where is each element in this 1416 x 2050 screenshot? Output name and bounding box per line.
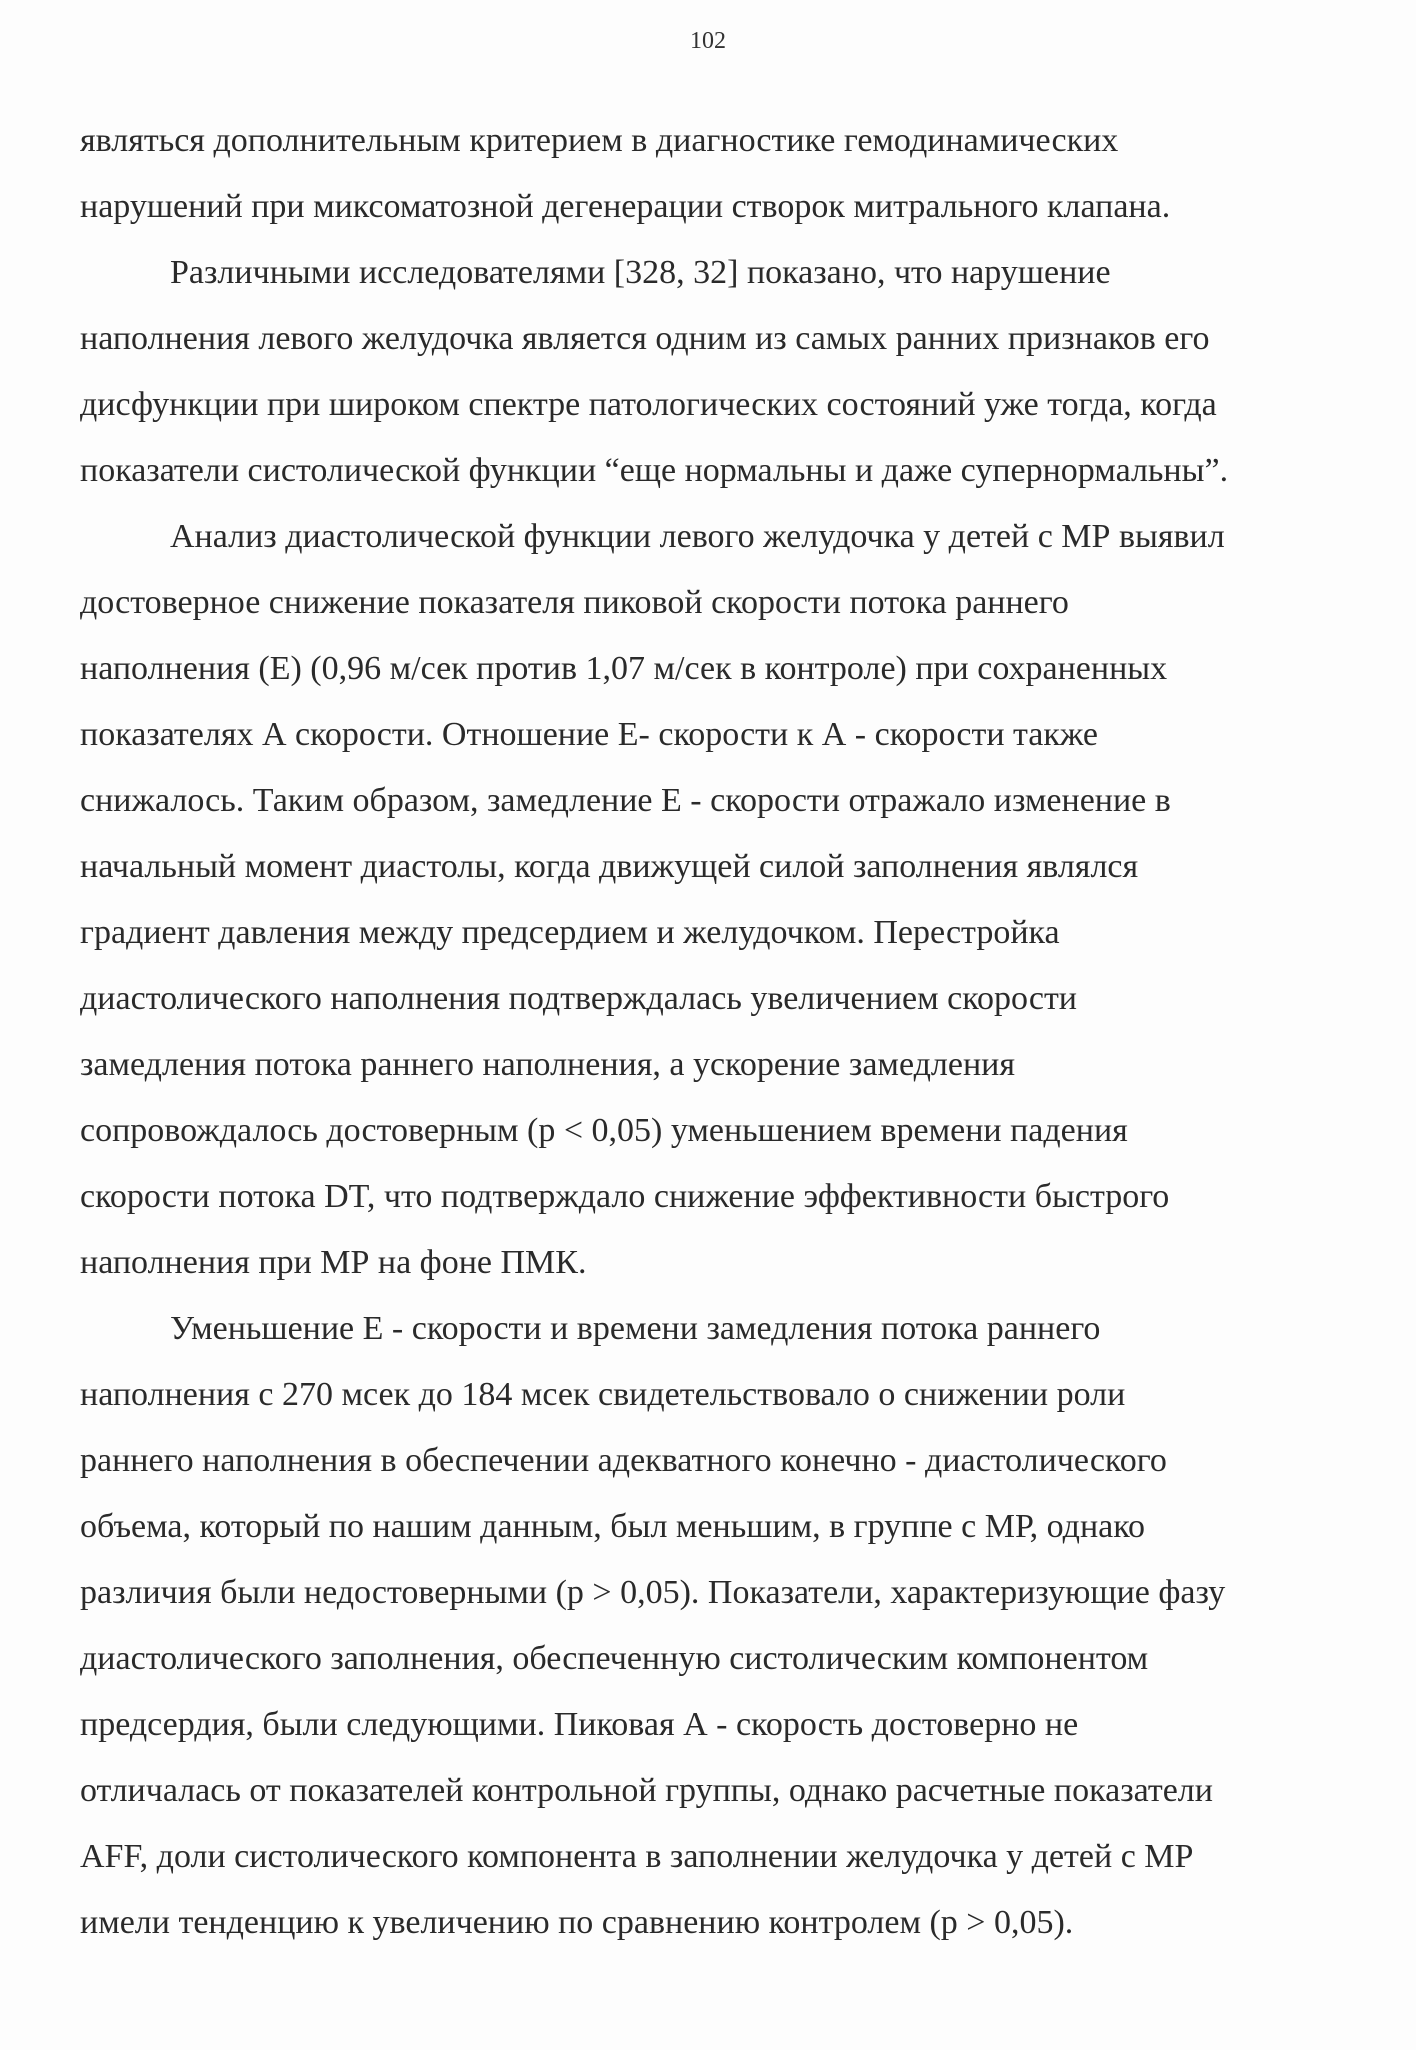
text-line: наполнения левого желудочка является одним из самых ранних признаков его [80,320,1210,357]
text-line: Уменьшение Е - скорости и времени замедления потока раннего [170,1310,1101,1347]
text-line: объема, который по нашим данным, был меньшим, в группе с МР, однако [80,1508,1146,1545]
text-line: замедления потока раннего наполнения, а ускорение замедления [80,1046,1015,1083]
text-line: диастолического наполнения подтверждалась увеличением скорости [80,980,1078,1017]
text-line: нарушений при миксоматозной дегенерации створок митрального клапана. [80,188,1171,225]
text-line: различия были недостоверными (р > 0,05). Показатели, характеризующие фазу [80,1574,1226,1611]
text-line: градиент давления между предсердием и желудочком. Перестройка [80,914,1060,951]
text-line: скорости потока DT, что подтверждало снижение эффективности быстрого [80,1178,1170,1215]
text-line: показателях А скорости. Отношение Е- скорости к А - скорости также [80,716,1099,753]
text-line: наполнения (Е) (0,96 м/сек против 1,07 м/сек в контроле) при сохраненных [80,650,1168,687]
text-line: Различными исследователями [328, 32] показано, что нарушение [170,254,1111,291]
body-text [80,108,1342,1956]
text-line: дисфункции при широком спектре патологических состояний уже тогда, когда [80,386,1217,423]
text-line: показатели систолической функции “еще нормальны и даже супернормальны”. [80,452,1229,489]
text-line: достоверное снижение показателя пиковой скорости потока раннего [80,584,1069,621]
text-line: отличалась от показателей контрольной группы, однако расчетные показатели [80,1772,1213,1809]
text-line: начальный момент диастолы, когда движущей силой заполнения являлся [80,848,1139,885]
text-line: являться дополнительным критерием в диагностике гемодинамических [80,122,1119,159]
text-line: имели тенденцию к увеличению по сравнению контролем (р > 0,05). [80,1904,1074,1941]
text-line: сопровождалось достоверным (р < 0,05) уменьшением времени падения [80,1112,1128,1149]
text-line: снижалось. Таким образом, замедление Е - скорости отражало изменение в [80,782,1171,819]
text-line: Анализ диастолической функции левого желудочка у детей с МР выявил [170,518,1225,555]
text-line: наполнения при МР на фоне ПМК. [80,1244,587,1281]
text-line: наполнения с 270 мсек до 184 мсек свидетельствовало о снижении роли [80,1376,1126,1413]
text-line: раннего наполнения в обеспечении адекватного конечно - диастолического [80,1442,1167,1479]
text-line: предсердия, были следующими. Пиковая А - скорость достоверно не [80,1706,1079,1743]
text-line: диастолического заполнения, обеспеченную систолическим компонентом [80,1640,1149,1677]
page-number: 102 [690,28,726,54]
text-line: AFF, доли систолического компонента в заполнении желудочка у детей с МР [80,1838,1194,1875]
